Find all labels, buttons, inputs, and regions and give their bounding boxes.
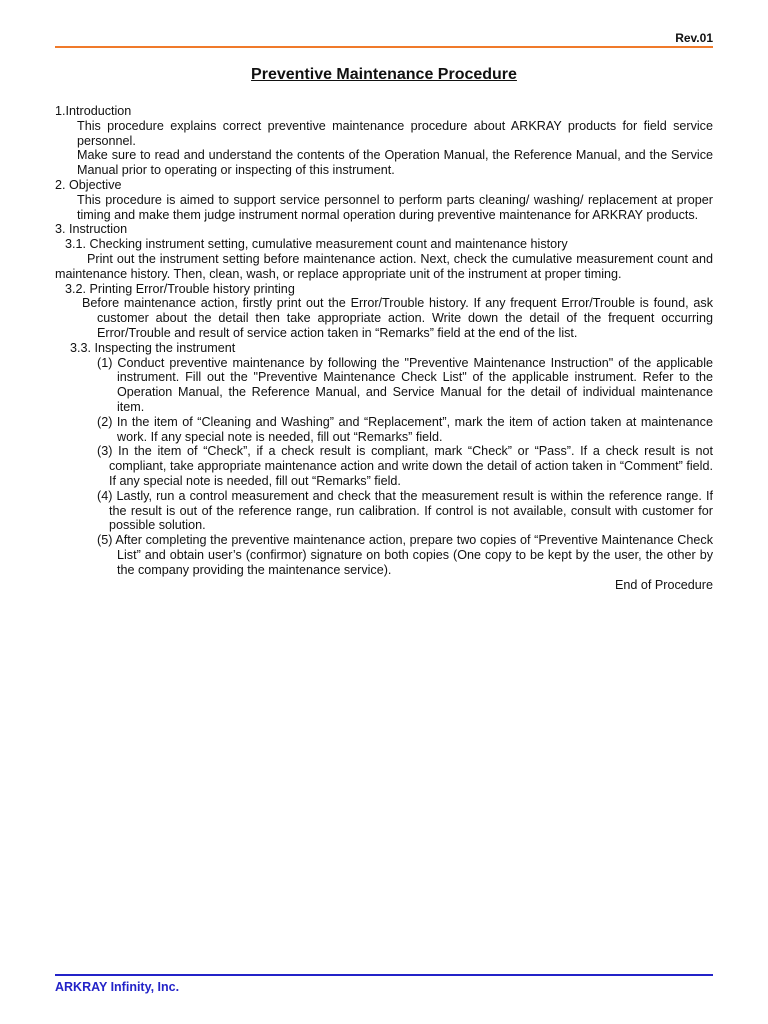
page-title: Preventive Maintenance Procedure <box>251 66 517 83</box>
section-3-3-item-1: (1) Conduct preventive maintenance by following the "Preventive Maintenance Instruction" of the applicable instrument. Fill out the "Preventive Maintenance Check List" of the applicable instrument. Refer to the Operation Manual, the Reference Manual, and Service Manual for the detail of individual maintenance item. <box>97 355 713 414</box>
end-of-procedure: End of Procedure <box>614 577 713 592</box>
intro-heading: 1.Introduction <box>55 104 132 118</box>
footer-rule <box>55 974 713 976</box>
section-3-3-heading: 3.3. Inspecting the instrument <box>70 340 236 355</box>
intro-paragraph-2: Make sure to read and understand the contents of the Operation Manual, the Reference Manual, and the Service Manual prior to operating or inspecting of this instrument. <box>77 148 713 178</box>
header-rule <box>55 46 713 48</box>
section-3-3-item-2: (2) In the item of “Cleaning and Washing” and “Replacement”, mark the item of action taken at maintenance work. If any special note is needed, fill out “Remarks” field. <box>97 414 713 444</box>
intro-paragraph-1: This procedure explains correct preventive maintenance procedure about ARKRAY products for field service personnel. <box>77 118 713 148</box>
section-3-1-paragraph: Print out the instrument setting before maintenance action. Next, check the cumulative measurement count and maintenance history. Then, clean, wash, or replace appropriate unit of the instrument at proper timing. <box>55 251 713 281</box>
document-body <box>55 104 713 592</box>
section-3-2-paragraph: Before maintenance action, firstly print out the Error/Trouble history. If any frequent Error/Trouble is found, ask customer about the detail then take appropriate action. Write down the detail of the frequent occurring Error/Trouble and result of service action taken in “Remarks” field at the end of the list. <box>82 296 713 340</box>
section-3-2-heading: 3.2. Printing Error/Trouble history printing <box>65 281 295 296</box>
revision-label: Rev.01 <box>675 31 713 45</box>
section-3-3-item-3: (3) In the item of “Check”, if a check result is compliant, mark “Check” or “Pass”. If a check result is not compliant, take appropriate maintenance action and write down the detail of action taken in “Comment” field. If any special note is needed, fill out “Remarks” field. <box>97 444 713 488</box>
section-3-3-item-5: (5) After completing the preventive maintenance action, prepare two copies of “Preventive Maintenance Check List” and obtain user’s (confirmor) signature on both copies (One copy to be kept by the user, the other by the company providing the maintenance service). <box>97 533 713 577</box>
objective-heading: 2. Objective <box>55 177 122 192</box>
footer-company: ARKRAY Infinity, Inc. <box>55 980 180 994</box>
objective-paragraph: This procedure is aimed to support service personnel to perform parts cleaning/ washing/ replacement at proper timing and make them judge instrument normal operation during preventive maintenance for ARKRAY products. <box>77 192 713 222</box>
section-3-3-item-4: (4) Lastly, run a control measurement and check that the measurement result is within the reference range. If the result is out of the reference range, run calibration. If control is not available, consult with customer for possible solution. <box>97 488 713 533</box>
instruction-heading: 3. Instruction <box>55 222 128 237</box>
section-3-1-heading: 3.1. Checking instrument setting, cumulative measurement count and maintenance history <box>65 237 568 252</box>
